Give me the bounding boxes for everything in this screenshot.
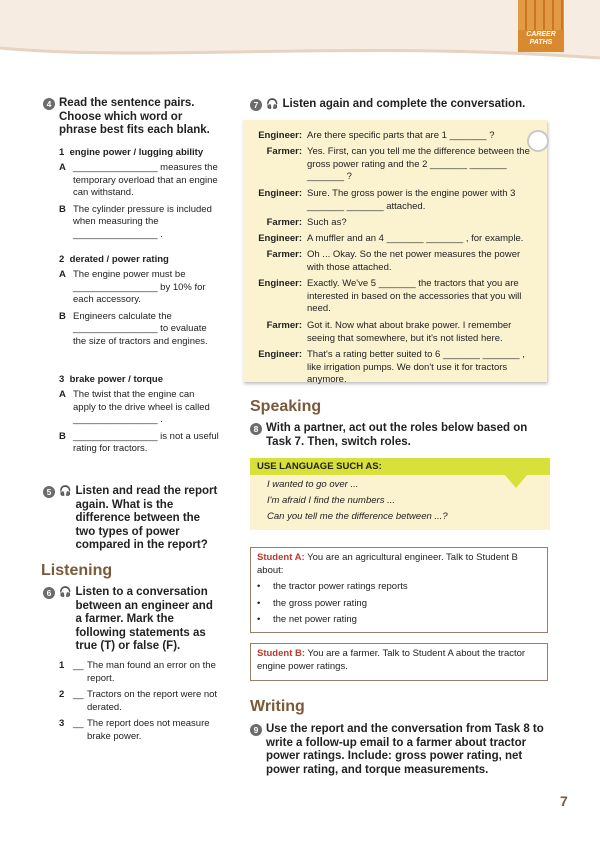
headphones-icon: 🎧 — [266, 99, 279, 110]
student-b-card — [250, 643, 548, 681]
speaking-title: Speaking — [250, 398, 322, 415]
statement: 3 __ The report does not measure brake power. — [59, 718, 210, 742]
statement: 1 __ The man found an error on the report. — [59, 660, 216, 684]
student-b-text: You are a farmer. Talk to Student A about the tractor engine power ratings. — [257, 648, 526, 672]
task4-item-3: 3 brake power / torque A The twist that the engine can apply to the drive wheel is called ________________ . B ________________ is not a useful rating for tractors. — [59, 374, 219, 454]
language-phrase: I wanted to go over ... — [267, 479, 359, 490]
answer-blank[interactable]: __ — [73, 660, 84, 671]
dialogue-line: Engineer: Are there specific parts that are 1 _______ ? — [258, 130, 495, 141]
option-text: The twist that the engine can apply to the drive wheel is called ________________ . — [73, 389, 210, 425]
task4 — [43, 97, 221, 138]
task9-heading: Use the report and the conversation from Task 8 to write a follow-up email to a farmer about tractor power ratings. Include: gross power rating, net power rating, and torque measurements. — [266, 723, 544, 776]
language-phrase: Can you tell me the difference between ...? — [267, 511, 448, 522]
dialogue-line: Farmer: Yes. First, can you tell me the difference between the gross power rating and the 2 _______ _______ _______ ? — [266, 146, 530, 182]
dialogue-line: Engineer: A muffler and an 4 _______ _______ , for example. — [258, 233, 524, 244]
bullet-icon: • — [257, 597, 261, 609]
task6-heading: Listen to a conversation between an engineer and a farmer. Mark the following statements as true (T) or false (F). — [75, 586, 213, 652]
answer-blank[interactable]: __ — [73, 689, 84, 700]
dialogue-line: Farmer: Got it. Now what about brake power. I remember seeing that somewhere, but it's not listed here. — [266, 320, 512, 344]
option-text: ________________ is not a useful rating for tractors. — [73, 430, 219, 454]
task5: 5 🎧 Listen and read the report again. What is the difference between the two types of power compared in the report? — [43, 485, 223, 553]
listening-title: Listening — [41, 562, 113, 579]
bullet-icon: • — [257, 581, 261, 592]
task4-heading: Read the sentence pairs. Choose which word or phrase best fits each blank. — [59, 97, 210, 136]
task6-statements — [59, 660, 219, 743]
dialogue-line: Farmer: Oh ... Okay. So the net power measures the power with those attached. — [266, 249, 521, 273]
student-a-card: Student A: You are an agricultural engineer. Talk to Student B about: • the tractor power ratings reports • the gross power rating • the net power rating — [250, 547, 548, 633]
task6: 6 🎧 Listen to a conversation between an engineer and a farmer. Mark the following statements as true (T) or false (F). — [43, 586, 218, 654]
task8-heading: With a partner, act out the roles below based on Task 7. Then, switch roles. — [266, 422, 528, 448]
student-b-label: Student B: — [257, 648, 306, 659]
task4-item-1: 1 engine power / lugging ability A ________________ measures the temporary overload that an engine can withstand. B The cylinder pressure is included when measuring the ________________ . — [59, 147, 218, 240]
writing-title: Writing — [250, 698, 305, 715]
dialogue-line: Engineer: Exactly. We've 5 _______ the tractors that you are interested in based on the accessories that you will need. — [258, 278, 522, 314]
task-number: 4 — [43, 98, 55, 110]
dialogue-line: Engineer: That's a rating better suited to 6 _______ _______ , like irrigation pumps. We don't use it for tractors anymore. — [258, 349, 525, 385]
headphones-icon: 🎧 — [59, 486, 72, 497]
task5-heading: Listen and read the report again. What is the difference between the two types of power compared in the report? — [75, 485, 218, 551]
student-a-label: Student A: — [257, 552, 305, 563]
dialogue-line: Farmer: Such as? — [266, 217, 347, 228]
header-wave — [0, 0, 600, 75]
option-text: The engine power must be ________________ by 10% for each accessory. — [73, 269, 206, 305]
headphones-icon: 🎧 — [59, 587, 72, 598]
language-box — [250, 458, 550, 530]
task4-item-2: 2 derated / power rating A The engine power must be ________________ by 10% for each accessory. B Engineers calculate the ________________ to evaluate the size of tractors and engines. — [59, 254, 219, 348]
task7: 7 🎧 Listen again and complete the conversation. — [250, 98, 550, 112]
statement: 2 __ Tractors on the report were not derated. — [59, 689, 218, 713]
option-text: Engineers calculate the ________________ to evaluate the size of tractors and engines. — [73, 310, 208, 347]
language-phrase: I'm afraid I find the numbers ... — [267, 495, 396, 506]
dialogue-line: Engineer: Sure. The gross power is the engine power with 3 _______ _______ attached. — [258, 188, 516, 212]
page-number: 7 — [560, 793, 568, 809]
career-paths-logo: CAREER PATHS — [518, 0, 564, 52]
bullet-icon: • — [257, 614, 261, 625]
student-a-text: You are an agricultural engineer. Talk to Student B about: — [257, 552, 518, 576]
task9: 9 Use the report and the conversation from Task 8 to write a follow-up email to a farmer about tractor power ratings. Include: gross power rating, net power rating, and torque measurements. — [250, 723, 550, 777]
language-pointer — [505, 475, 527, 488]
task8: 8 With a partner, act out the roles below based on Task 7. Then, switch roles. — [250, 422, 550, 449]
option-text: ________________ measures the temporary overload that an engine can withstand. — [73, 162, 218, 198]
language-heading: USE LANGUAGE SUCH AS: — [250, 458, 550, 475]
task7-heading: Listen again and complete the conversation. — [282, 98, 526, 110]
option-text: The cylinder pressure is included when measuring the ________________ . — [73, 203, 212, 240]
answer-blank[interactable]: __ — [73, 718, 84, 729]
